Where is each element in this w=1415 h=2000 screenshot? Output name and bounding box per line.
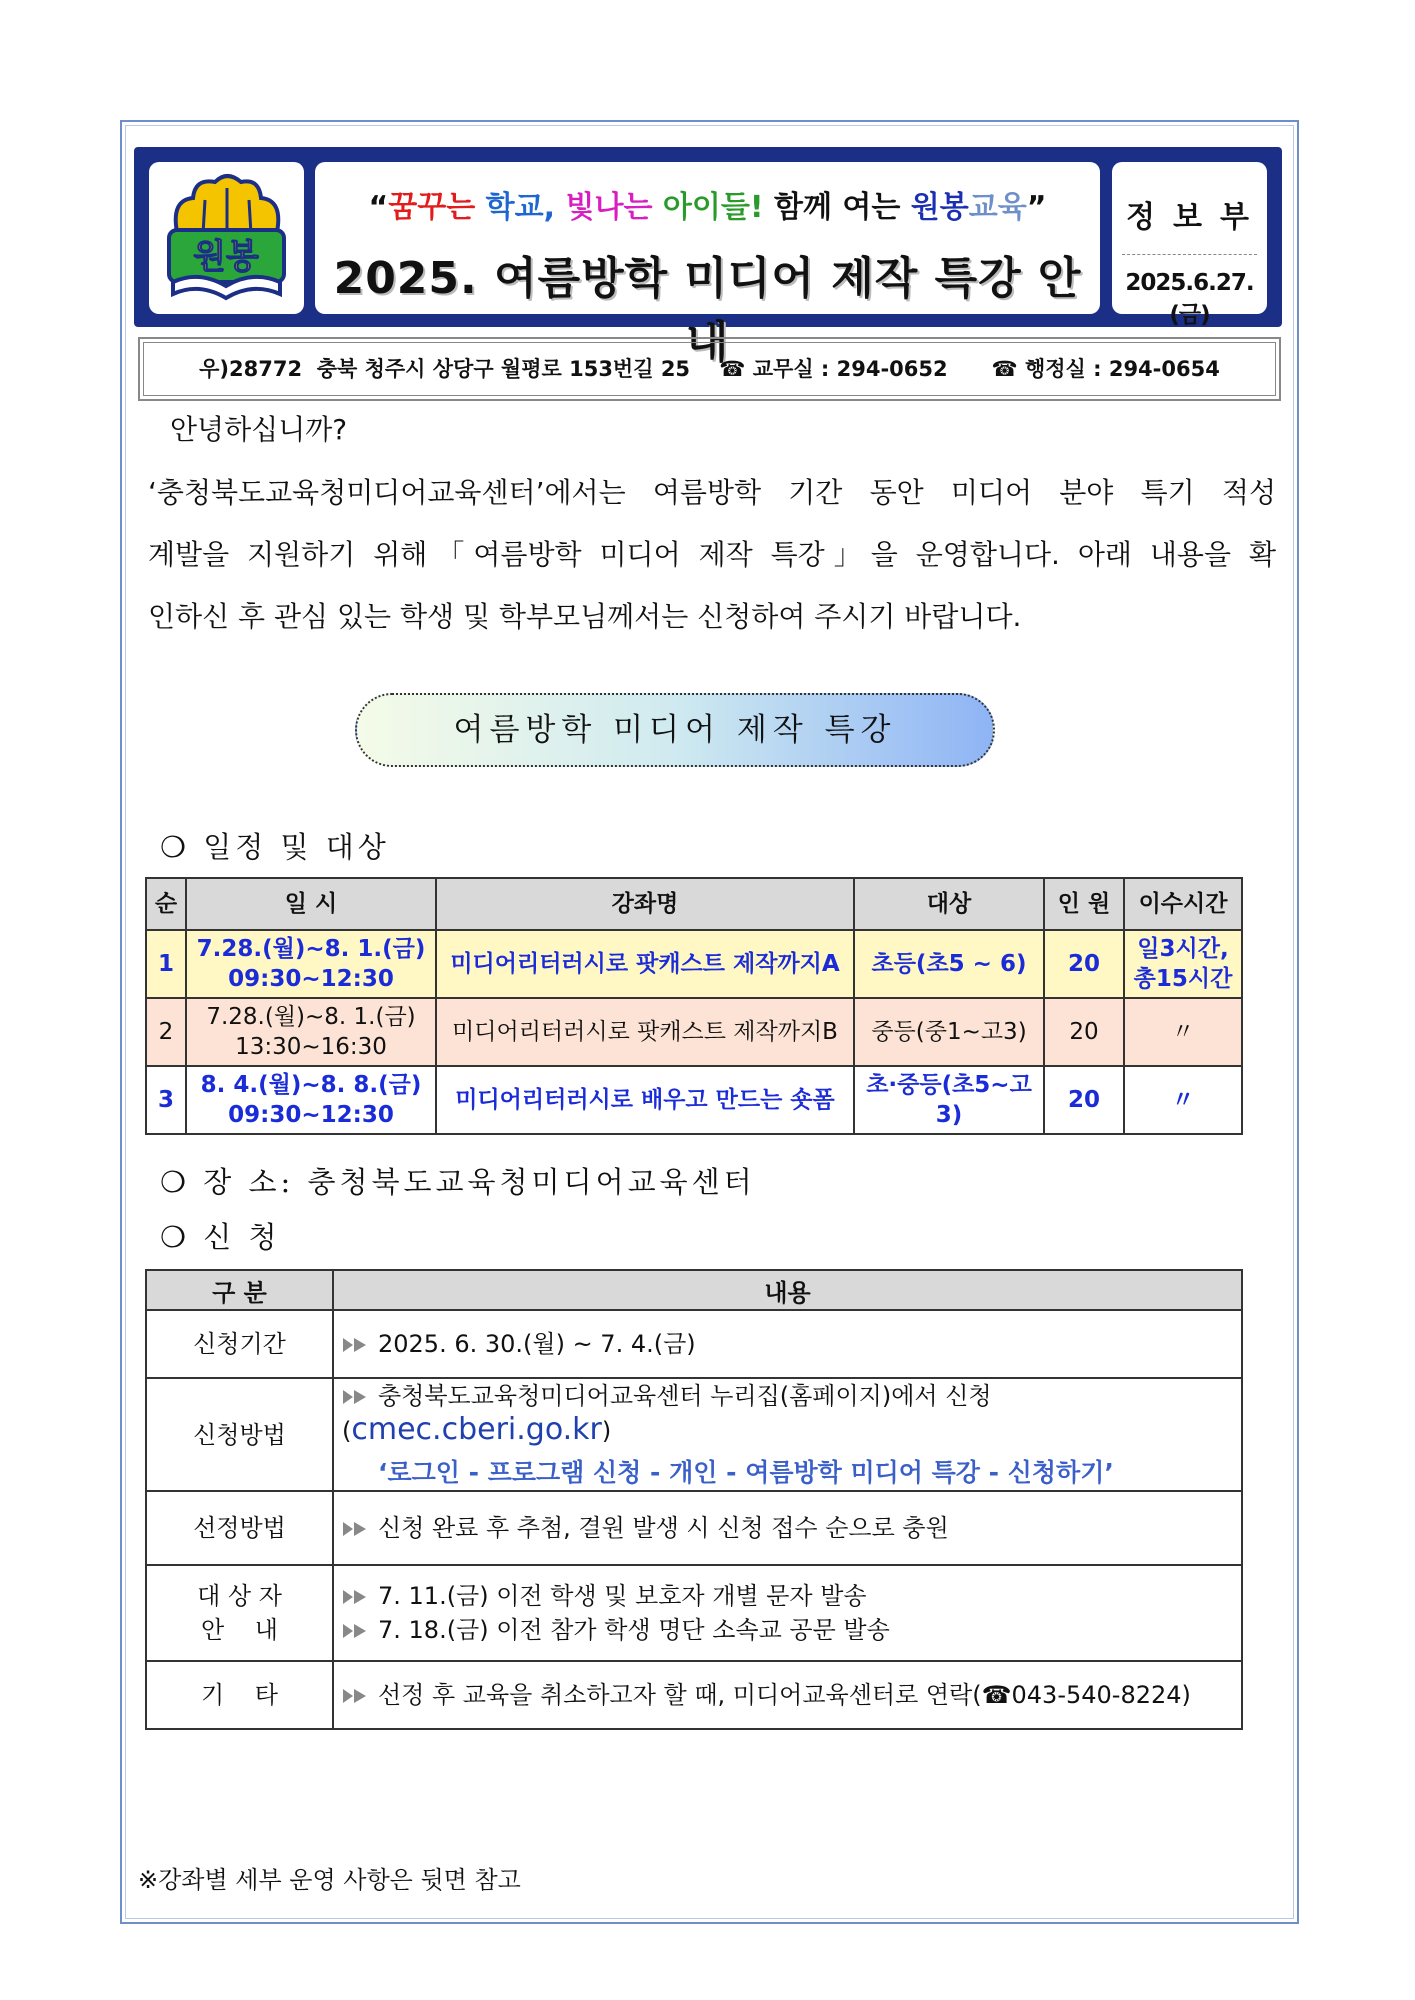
program-banner: 여름방학 미디어 제작 특강 bbox=[355, 693, 995, 767]
paragraph-line: 인하신 후 관심 있는 학생 및 학부모님께서는 신청하여 주시기 바랍니다. bbox=[148, 600, 1022, 633]
logo-icon bbox=[159, 170, 294, 306]
paragraph-line: ‘충청북도교육청미디어교육센터’에서는 여름방학 기간 동안 미디어 분야 특기 적성 bbox=[148, 476, 1276, 509]
address-bar: 우)28772 충북 청주시 상당구 월평로 153번길 25 ☎ 교무실 : 294-0652 ☎ 행정실 : 294-0654 bbox=[138, 337, 1281, 401]
double-arrow-icon bbox=[342, 1588, 368, 1606]
section-heading-location: ❍ 장 소: 충청북도교육청미디어교육센터 bbox=[160, 1165, 756, 1199]
cell-hours: 일3시간, 총15시간 bbox=[1124, 930, 1242, 998]
row-content: 2025. 6. 30.(월) ~ 7. 4.(금) bbox=[333, 1310, 1242, 1378]
apply-table bbox=[145, 1269, 1243, 1730]
apply-path: ‘로그인 - 프로그램 신청 - 개인 - 여름방학 미디어 특강 - 신청하기’ bbox=[378, 1458, 1114, 1487]
paragraph-line: 계발을 지원하기 위해「여름방학 미디어 제작 특강」을 운영합니다. 아래 내용을 확 bbox=[148, 538, 1276, 571]
column-header: 강좌명 bbox=[436, 878, 854, 930]
column-header: 내용 bbox=[333, 1270, 1242, 1310]
table-header-row bbox=[146, 1270, 1242, 1310]
cell-no: 3 bbox=[146, 1066, 186, 1134]
row-content: 충청북도교육청미디어교육센터 누리집(홈페이지)에서 신청(cmec.cberi.go.kr) ‘로그인 - 프로그램 신청 - 개인 - 여름방학 미디어 특강 - 신청하기’ bbox=[333, 1378, 1242, 1491]
table-row bbox=[146, 1491, 1242, 1565]
column-header: 순 bbox=[146, 878, 186, 930]
site-link[interactable]: cmec.cberi.go.kr bbox=[351, 1412, 602, 1447]
cell-datetime: 8. 4.(월)~8. 8.(금) 09:30~12:30 bbox=[186, 1066, 436, 1134]
table-row bbox=[146, 1066, 1242, 1134]
intro-paragraph bbox=[148, 462, 1276, 648]
table-row bbox=[146, 1378, 1242, 1491]
cell-count: 20 bbox=[1044, 998, 1124, 1066]
row-content: 신청 완료 후 추첨, 결원 발생 시 신청 접수 순으로 충원 bbox=[333, 1491, 1242, 1565]
dept-box bbox=[1112, 162, 1267, 328]
row-label: 신청방법 bbox=[146, 1378, 333, 1491]
title-box bbox=[315, 162, 1100, 368]
cell-target: 중등(중1~고3) bbox=[854, 998, 1044, 1066]
table-row bbox=[146, 998, 1242, 1066]
cell-course: 미디어리터러시로 팟캐스트 제작까지B bbox=[436, 998, 854, 1066]
double-arrow-icon bbox=[342, 1687, 368, 1705]
cell-target: 초·중등(초5~고3) bbox=[854, 1066, 1044, 1134]
row-label: 신청기간 bbox=[146, 1310, 333, 1378]
cell-no: 2 bbox=[146, 998, 186, 1066]
double-arrow-icon bbox=[342, 1520, 368, 1538]
issue-date: 2025.6.27.(금) bbox=[1125, 270, 1254, 328]
school-logo bbox=[149, 162, 304, 314]
double-arrow-icon bbox=[342, 1388, 368, 1406]
table-row bbox=[146, 1661, 1242, 1729]
cell-no: 1 bbox=[146, 930, 186, 998]
table-header-row bbox=[146, 878, 1242, 930]
row-label: 기 타 bbox=[146, 1661, 333, 1729]
greeting: 안녕하십니까? bbox=[170, 413, 348, 446]
row-label: 선정방법 bbox=[146, 1491, 333, 1565]
row-content: 선정 후 교육을 취소하고자 할 때, 미디어교육센터로 연락(☎043-540-8224) bbox=[333, 1661, 1242, 1729]
department: 정보부 bbox=[1126, 200, 1267, 235]
section-heading-schedule: ❍ 일정 및 대상 bbox=[160, 830, 390, 864]
cell-course: 미디어리터러시로 팟캐스트 제작까지A bbox=[436, 930, 854, 998]
column-header: 대상 bbox=[854, 878, 1044, 930]
table-row bbox=[146, 1565, 1242, 1661]
divider bbox=[1122, 254, 1257, 255]
cell-datetime: 7.28.(월)~8. 1.(금) 09:30~12:30 bbox=[186, 930, 436, 998]
cell-hours: 〃 bbox=[1124, 1066, 1242, 1134]
schedule-table bbox=[145, 877, 1243, 1135]
cell-count: 20 bbox=[1044, 1066, 1124, 1134]
slogan: “꿈꾸는 학교, 빛나는 아이들! 함께 여는 원봉교육” bbox=[368, 190, 1047, 225]
svg-text:원봉: 원봉 bbox=[193, 237, 259, 277]
column-header: 구 분 bbox=[146, 1270, 333, 1310]
cell-target: 초등(초5 ~ 6) bbox=[854, 930, 1044, 998]
row-content: 7. 11.(금) 이전 학생 및 보호자 개별 문자 발송 7. 18.(금) 이전 참가 학생 명단 소속교 공문 발송 bbox=[333, 1565, 1242, 1661]
page-title: 2025. 여름방학 미디어 제작 특강 안내 bbox=[333, 253, 1082, 368]
table-row bbox=[146, 1310, 1242, 1378]
cell-course: 미디어리터러시로 배우고 만드는 숏폼 bbox=[436, 1066, 854, 1134]
footnote: ※강좌별 세부 운영 사항은 뒷면 참고 bbox=[138, 1866, 521, 1894]
double-arrow-icon bbox=[342, 1336, 368, 1354]
cell-count: 20 bbox=[1044, 930, 1124, 998]
cell-hours: 〃 bbox=[1124, 998, 1242, 1066]
column-header: 이수시간 bbox=[1124, 878, 1242, 930]
column-header: 인 원 bbox=[1044, 878, 1124, 930]
column-header: 일 시 bbox=[186, 878, 436, 930]
table-row bbox=[146, 930, 1242, 998]
cell-datetime: 7.28.(월)~8. 1.(금) 13:30~16:30 bbox=[186, 998, 436, 1066]
double-arrow-icon bbox=[342, 1622, 368, 1640]
row-label: 대 상 자 안 내 bbox=[146, 1565, 333, 1661]
section-heading-apply: ❍ 신 청 bbox=[160, 1220, 281, 1254]
